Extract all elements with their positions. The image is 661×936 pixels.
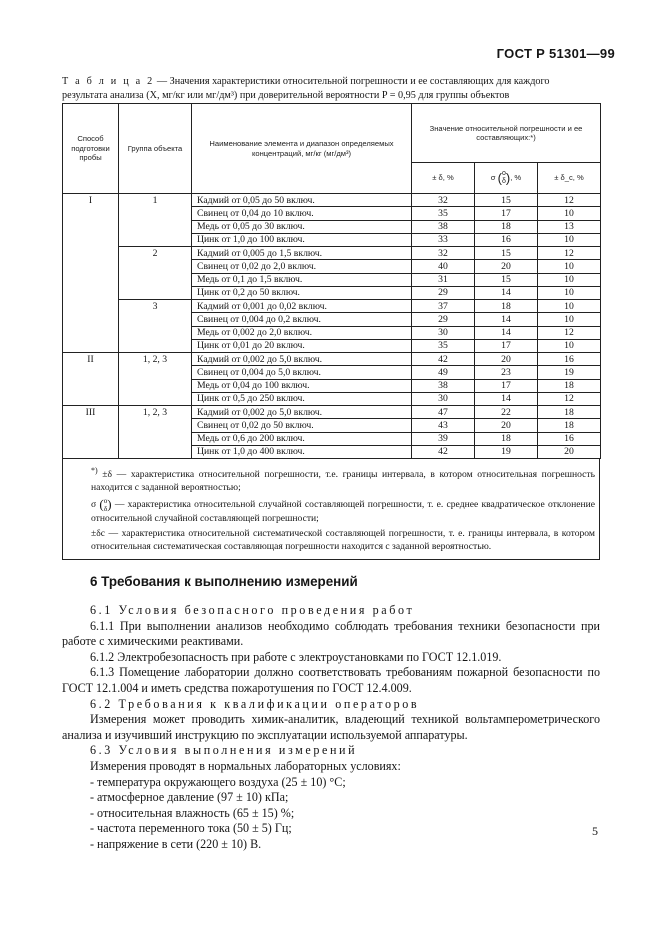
paragraph-6-1-1: 6.1.1 При выполнении анализов необходимо соблюдать требования техники безопасности при работе с химическими реактивами.: [62, 618, 600, 649]
group-cell: 1: [119, 194, 192, 247]
paragraph-6-3-text: Измерения проводят в нормальных лабораторных условиях:: [90, 758, 401, 773]
header-sigma-unit: , %: [510, 173, 522, 182]
element-range-cell: Свинец от 0,004 до 0,2 включ.: [192, 313, 412, 326]
table-notes: [62, 459, 600, 560]
method-cell-3: III: [63, 406, 119, 459]
sigma-cell: 15: [475, 247, 538, 260]
element-range-cell: Цинк от 0,5 до 250 включ.: [192, 392, 412, 405]
sigma-cell: 19: [475, 445, 538, 458]
sigma-cell: 14: [475, 286, 538, 299]
delta-cell: 30: [412, 392, 475, 405]
element-range-cell: Цинк от 0,2 до 50 включ.: [192, 286, 412, 299]
delta-cell: 42: [412, 353, 475, 366]
element-range-cell: Кадмий от 0,005 до 1,5 включ.: [192, 247, 412, 260]
error-characteristics-table: [62, 103, 601, 459]
delta-cell: 49: [412, 366, 475, 379]
header-sigma: σ ( o δ ), %: [475, 163, 538, 194]
document-code-header: ГОСТ Р 51301—99: [496, 46, 615, 61]
paragraph-6-1-3: 6.1.3 Помещение лаборатории должно соответствовать требованиям пожарной безопасности по ГОСТ 12.1.004 и иметь средства пожаротушения по ГОСТ 12.4.009.: [62, 665, 600, 695]
delta-cell: 32: [412, 194, 475, 207]
sigma-cell: 17: [475, 379, 538, 392]
delta-cell: 31: [412, 273, 475, 286]
paragraph-6-2-text: Измерения может проводить химик-аналитик, владеющий техникой вольтамперометрического анализа и изучивший инструкцию по эксплуатации используемой аппаратуры.: [62, 712, 600, 742]
delta-c-cell: 10: [538, 300, 601, 313]
note-sigma-symbol: σ: [91, 499, 97, 511]
table-row: [63, 194, 601, 207]
delta-c-cell: 19: [538, 366, 601, 379]
element-range-cell: Свинец от 0,04 до 10 включ.: [192, 207, 412, 220]
element-range-cell: Цинк от 0,01 до 20 включ.: [192, 339, 412, 352]
element-range-cell: Свинец от 0,02 до 50 включ.: [192, 419, 412, 432]
delta-c-cell: 16: [538, 432, 601, 445]
note-delta-c: ±δc — характеристика относительной систематической составляющей погрешности, т. е. границы интервала, в котором относительная систематическая составляющая погрешности находится с заданной вероятностью.: [91, 527, 595, 552]
method-cell-1: I: [63, 194, 119, 353]
delta-c-cell: 20: [538, 445, 601, 458]
sigma-cell: 17: [475, 339, 538, 352]
delta-c-cell: 10: [538, 233, 601, 246]
sigma-cell: 14: [475, 326, 538, 339]
delta-cell: 38: [412, 220, 475, 233]
sigma-cell: 16: [475, 233, 538, 246]
table-caption-text-2: результата анализа (X, мг/кг или мг/дм³) при доверительной вероятности P = 0,95 для группы объектов: [62, 89, 510, 101]
table-row: [63, 406, 601, 419]
list-item: - частота переменного тока (50 ± 5) Гц;: [90, 821, 292, 836]
element-range-cell: Кадмий от 0,05 до 50 включ.: [192, 194, 412, 207]
header-delta: ± δ, %: [412, 163, 475, 194]
element-range-cell: Свинец от 0,02 до 2,0 включ.: [192, 260, 412, 273]
element-range-cell: Кадмий от 0,002 до 5,0 включ.: [192, 353, 412, 366]
sigma-cell: 14: [475, 313, 538, 326]
group-cell: 1, 2, 3: [119, 353, 192, 406]
delta-cell: 29: [412, 286, 475, 299]
delta-cell: 47: [412, 406, 475, 419]
delta-cell: 37: [412, 300, 475, 313]
note-delta-text: ±δ — характеристика относительной погрешности, т.е. границы интервала, в котором относительная погрешность находится с заданной вероятностью;: [91, 469, 595, 493]
sigma-cell: 18: [475, 300, 538, 313]
delta-c-cell: 10: [538, 313, 601, 326]
delta-c-cell: 10: [538, 273, 601, 286]
table-caption-text-1: — Значения характеристики относительной погрешности и ее составляющих для каждого: [154, 76, 550, 87]
paragraph-6-1: 6.1 Условия безопасного проведения работ: [90, 603, 415, 617]
paragraph-6-1-2: 6.1.2 Электробезопасность при работе с электроустановками по ГОСТ 12.1.019.: [90, 649, 502, 664]
header-object-group: Группа объекта: [119, 104, 192, 194]
delta-c-cell: 12: [538, 194, 601, 207]
sigma-cell: 20: [475, 353, 538, 366]
note-delta: [69, 465, 595, 494]
table-row: [63, 247, 601, 260]
delta-cell: 42: [412, 445, 475, 458]
list-item: - атмосферное давление (97 ± 10) кПа;: [90, 790, 289, 805]
paragraph-6-2: 6.2 Требования к квалификации операторов: [90, 696, 420, 711]
sigma-cell: 22: [475, 406, 538, 419]
delta-c-cell: 12: [538, 247, 601, 260]
note-sigma-text: — характеристика относительной случайной составляющей погрешности, т. е. среднее квадратическое отклонение относительной случайной составляющей погрешности;: [91, 499, 595, 525]
delta-cell: 39: [412, 432, 475, 445]
header-sigma-top: o: [501, 170, 506, 177]
table-caption-label: Т а б л и ц а 2: [62, 76, 155, 87]
delta-c-cell: 10: [538, 286, 601, 299]
note-marker: *): [91, 466, 98, 475]
header-preparation-method: Способ подготовки пробы: [63, 104, 119, 194]
header-element-range: Наименование элемента и диапазон определяемых концентраций, мг/кг (мг/дм³): [192, 104, 412, 194]
sigma-cell: 15: [475, 273, 538, 286]
note-sigma-top: o: [103, 497, 108, 506]
table-row: [63, 353, 601, 366]
delta-cell: 40: [412, 260, 475, 273]
element-range-cell: Кадмий от 0,002 до 5,0 включ.: [192, 406, 412, 419]
delta-cell: 43: [412, 419, 475, 432]
delta-c-cell: 10: [538, 207, 601, 220]
sigma-cell: 14: [475, 392, 538, 405]
note-sigma-bottom: δ: [103, 505, 108, 514]
section-title: 6 Требования к выполнению измерений: [90, 574, 358, 589]
delta-cell: 33: [412, 233, 475, 246]
element-range-cell: Свинец от 0,004 до 5,0 включ.: [192, 366, 412, 379]
delta-cell: 30: [412, 326, 475, 339]
delta-c-cell: 18: [538, 379, 601, 392]
sigma-cell: 15: [475, 194, 538, 207]
sigma-cell: 20: [475, 419, 538, 432]
list-item: - относительная влажность (65 ± 15) %;: [90, 805, 295, 820]
delta-c-cell: 18: [538, 419, 601, 432]
delta-cell: 32: [412, 247, 475, 260]
header-delta-c: ± δ_c, %: [538, 163, 601, 194]
element-range-cell: Медь от 0,04 до 100 включ.: [192, 379, 412, 392]
list-item: - температура окружающего воздуха (25 ± 10) °C;: [90, 774, 346, 789]
table-row: [63, 300, 601, 313]
delta-c-cell: 16: [538, 353, 601, 366]
header-sigma-symbol: σ: [490, 173, 496, 182]
list-item: - напряжение в сети (220 ± 10) В.: [90, 836, 262, 851]
element-range-cell: Цинк от 1,0 до 100 включ.: [192, 233, 412, 246]
delta-c-cell: 12: [538, 326, 601, 339]
element-range-cell: Цинк от 1,0 до 400 включ.: [192, 445, 412, 458]
delta-c-cell: 12: [538, 392, 601, 405]
delta-cell: 35: [412, 339, 475, 352]
element-range-cell: Кадмий от 0,001 до 0,02 включ.: [192, 300, 412, 313]
delta-c-cell: 18: [538, 406, 601, 419]
delta-c-cell: 10: [538, 260, 601, 273]
group-cell: 2: [119, 247, 192, 300]
table-caption: [62, 75, 602, 102]
method-cell-2: II: [63, 353, 119, 406]
header-sigma-bottom: δ: [501, 178, 506, 185]
sigma-cell: 23: [475, 366, 538, 379]
paragraph-6-3: 6.3 Условия выполнения измерений: [90, 743, 358, 758]
table-container: [62, 103, 600, 560]
delta-cell: 38: [412, 379, 475, 392]
element-range-cell: Медь от 0,05 до 30 включ.: [192, 220, 412, 233]
page-number: 5: [592, 824, 598, 838]
delta-c-cell: 10: [538, 339, 601, 352]
sigma-cell: 18: [475, 220, 538, 233]
note-sigma: σ ( o δ ) — характеристика относительной случайной составляющей погрешности, т. е. среднее квадратическое отклонение относительной случайной составляющей погрешности;: [91, 497, 595, 525]
sigma-cell: 20: [475, 260, 538, 273]
delta-cell: 29: [412, 313, 475, 326]
sigma-cell: 17: [475, 207, 538, 220]
element-range-cell: Медь от 0,6 до 200 включ.: [192, 432, 412, 445]
section-body: [62, 603, 600, 853]
delta-cell: 35: [412, 207, 475, 220]
element-range-cell: Медь от 0,002 до 2,0 включ.: [192, 326, 412, 339]
sigma-cell: 18: [475, 432, 538, 445]
group-cell: 1, 2, 3: [119, 406, 192, 459]
header-error-values: Значение относительной погрешности и ее составляющих:*): [412, 104, 601, 163]
element-range-cell: Медь от 0,1 до 1,5 включ.: [192, 273, 412, 286]
delta-c-cell: 13: [538, 220, 601, 233]
group-cell: 3: [119, 300, 192, 353]
